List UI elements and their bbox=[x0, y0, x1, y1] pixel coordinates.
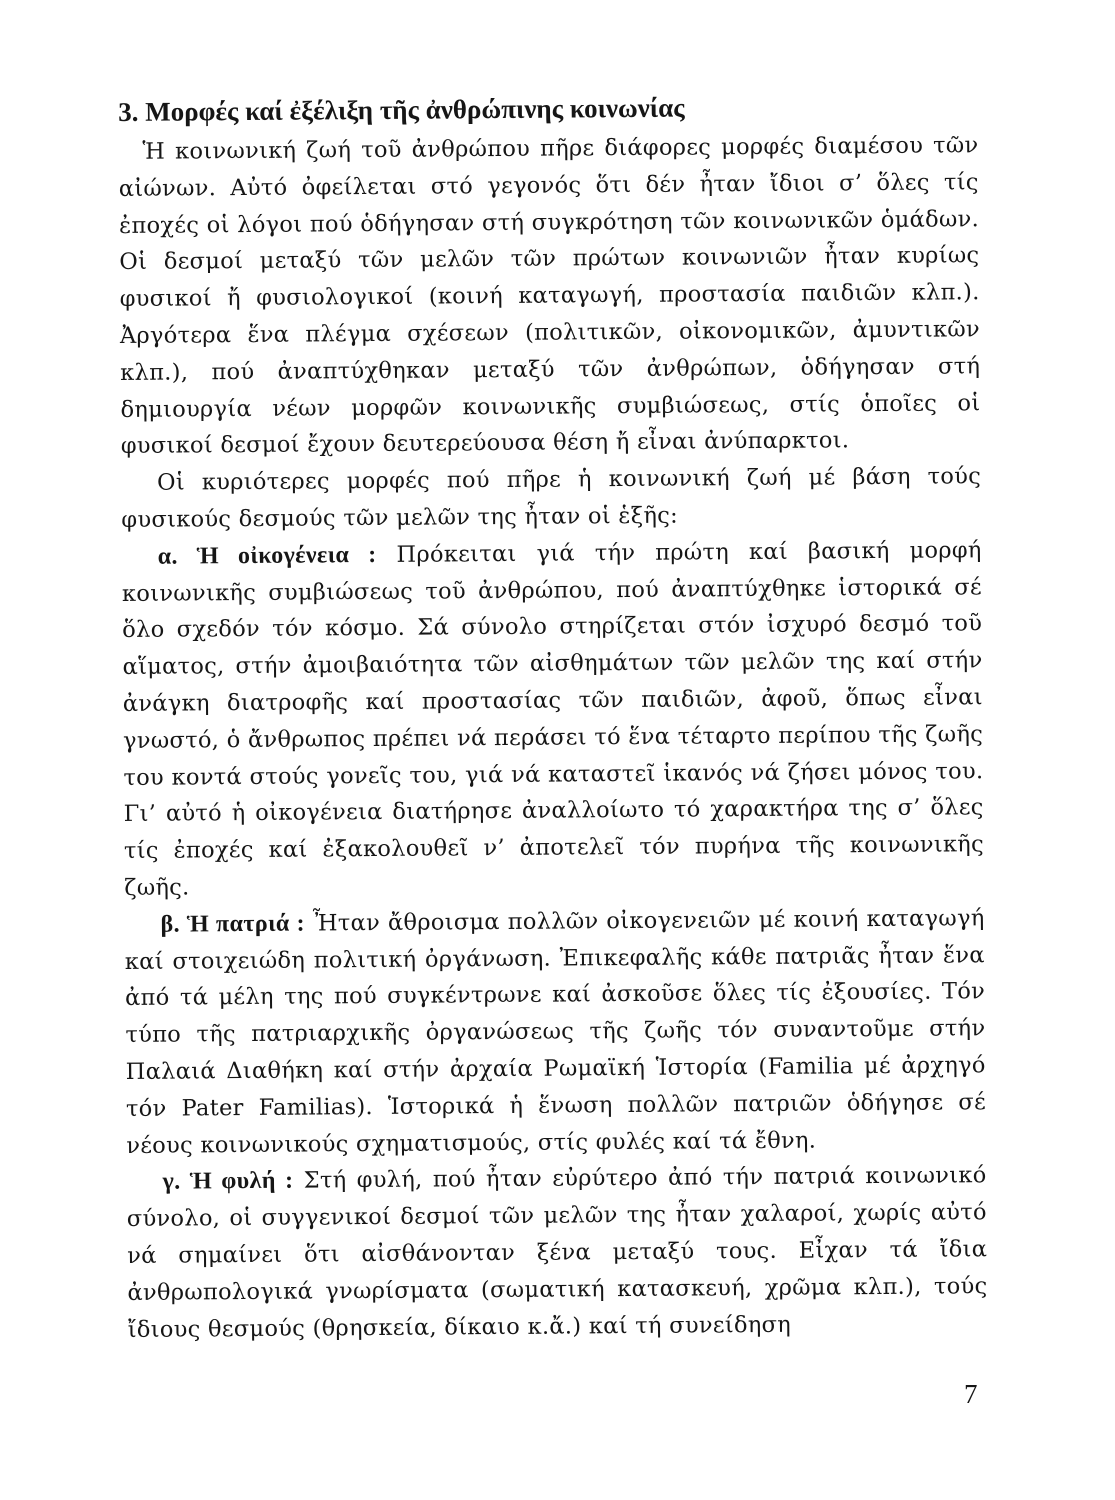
paragraph-main-forms-text: Οἱ κυριότερες μορφές πού πῆρε ἡ κοινωνική ζωή μέ βάση τούς φυσικούς δεσμούς τῶν μελῶν της ἦταν οἱ ἑξῆς: bbox=[121, 463, 982, 533]
page-number: 7 bbox=[964, 1379, 978, 1409]
tribe-label: γ. Ἡ φυλή : bbox=[162, 1167, 294, 1195]
family-text: Πρόκειται γιά τήν πρώτη καί βασική μορφή κοινωνικῆς συμβιώσεως τοῦ ἀνθρώπου, πού ἀναπτύχθηκε ἱστορικά σέ ὅλο σχεδόν τόν κόσμο. Σά σύνολο στηρίζεται στόν ἰσχυρό δεσμό τοῦ αἵματος, στήν ἀμοιβαιότητα τῶν αἰσθημάτων τῶν μελῶν της καί στήν ἀνάγκη διατροφῆς καί προστασίας τῶν παιδιῶν, ἀφοῦ, ὅπως εἶναι γνωστό, ὁ ἄνθρωπος πρέπει νά περάσει τό ἕνα τέταρτο περίπου τῆς ζωῆς του κοντά στούς γονεῖς του, γιά νά καταστεῖ ἱκανός νά ζήσει μόνος του. Γι’ αὐτό ἡ οἰκογένεια διατήρησε ἀναλλοίωτο τό χαρακτήρα της σ’ ὅλες τίς ἐποχές καί ἐξακολουθεῖ ν’ ἀποτελεῖ τόν πυρήνα τῆς κοινωνικῆς ζωῆς. bbox=[121, 536, 985, 901]
paragraph-intro-text: Ἡ κοινωνική ζωή τοῦ ἀνθρώπου πῆρε διάφορες μορφές διαμέσου τῶν αἰώνων. Αὐτό ὀφείλεται στό γεγονός ὅτι δέν ἦταν ἴδιοι σ’ ὅλες τίς ἐποχές οἱ λόγοι πού ὁδήγησαν στή συγκρότηση τῶν κοινωνικῶν ὁμάδων. Οἱ δεσμοί μεταξύ τῶν μελῶν τῶν πρώτων κοινωνιῶν ἦταν κυρίως φυσικοί ἤ φυσιολογικοί (κοινή καταγωγή, προστασία παιδιῶν κλπ.). Ἀργότερα ἕνα πλέγμα σχέσεων (πολιτικῶν, οἰκονομικῶν, ἀμυντικῶν κλπ.), πού ἀναπτύχθηκαν μεταξύ τῶν ἀνθρώπων, ὁδήγησαν στή δημιουργία νέων μορφῶν κοινωνικῆς συμβιώσεως, στίς ὁποῖες οἱ φυσικοί δεσμοί ἔχουν δευτερεύουσα θέση ἤ εἶναι ἀνύπαρκτοι. bbox=[118, 132, 981, 460]
page-content bbox=[118, 83, 988, 1348]
paragraph-main-forms bbox=[121, 458, 982, 538]
paragraph-intro bbox=[118, 127, 981, 465]
clan-text: Ἦταν ἄθροισμα πολλῶν οἰκογενειῶν μέ κοινή καταγωγή καί στοιχειώδη πολιτική ὀργάνωση. Ἐπικεφαλῆς κάθε πατριᾶς ἦταν ἕνα ἀπό τά μέλη της πού συγκέντρωνε καί ἀσκοῦσε ὅλες τίς ἐξουσίες. Τόν τύπο τῆς πατριαρχικῆς ὀργανώσεως τῆς ζωῆς τόν συναντοῦμε στήν Παλαιά Διαθήκη καί στήν ἀρχαία Ρωμαϊκή Ἱστορία (Familia μέ ἀρχηγό τόν Pater Familias). Ἱστορικά ἡ ἕνωση πολλῶν πατριῶν ὁδήγησε σέ νέους κοινωνικούς σχηματισμούς, στίς φυλές καί τά ἔθνη. bbox=[124, 904, 987, 1159]
paragraph-family bbox=[122, 532, 985, 907]
family-label: α. Ἡ οἰκογένεια : bbox=[157, 541, 377, 570]
clan-label: β. Ἡ πατριά : bbox=[160, 910, 306, 938]
tribe-text: Στή φυλή, πού ἦταν εὐρύτερο ἀπό τήν πατριά κοινωνικό σύνολο, οἱ συγγενικοί δεσμοί τῶν μελῶν της ἦταν χαλαροί, χωρίς αὐτό νά σημαίνει ὅτι αἰσθάνονταν ξένα μεταξύ τους. Εἶχαν τά ἴδια ἀνθρωπολογικά γνωρίσματα (σωματική κατασκευή, χρῶμα κλπ.), τούς ἴδιους θεσμούς (θρησκεία, δίκαιο κ.ἄ.) καί τή συνείδηση bbox=[126, 1162, 988, 1343]
paragraph-clan bbox=[124, 900, 986, 1164]
section-title: 3. Μορφές καί ἐξέλιξη τῆς ἀνθρώπινης κοινωνίας bbox=[118, 92, 685, 127]
paragraph-tribe bbox=[126, 1158, 987, 1349]
